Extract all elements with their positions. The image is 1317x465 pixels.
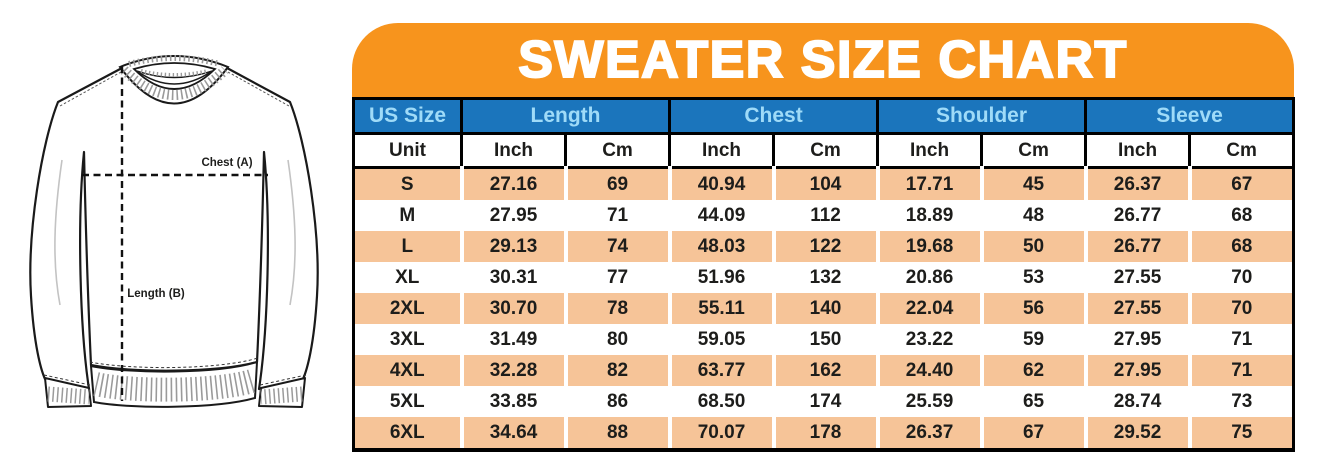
- cell-shoulder-inch: 24.40: [878, 355, 982, 386]
- cell-chest-cm: 112: [774, 200, 878, 231]
- cell-length-cm: 74: [566, 231, 670, 262]
- cell-sleeve-inch: 28.74: [1086, 386, 1190, 417]
- cell-shoulder-cm: 53: [982, 262, 1086, 293]
- cell-shoulder-inch: 26.37: [878, 417, 982, 450]
- size-row-4XL: [354, 355, 1294, 386]
- size-row-6XL: [354, 417, 1294, 450]
- size-row-3XL: [354, 324, 1294, 355]
- cell-shoulder-inch: 19.68: [878, 231, 982, 262]
- group-header-chest: Chest: [670, 99, 878, 134]
- cell-chest-cm: 104: [774, 168, 878, 201]
- group-header-shoulder: Shoulder: [878, 99, 1086, 134]
- cell-chest-inch: 48.03: [670, 231, 774, 262]
- cell-chest-inch: 51.96: [670, 262, 774, 293]
- cell-us-size: M: [354, 200, 462, 231]
- cell-sleeve-inch: 27.55: [1086, 293, 1190, 324]
- cell-chest-cm: 122: [774, 231, 878, 262]
- cell-length-cm: 82: [566, 355, 670, 386]
- cell-chest-inch: 68.50: [670, 386, 774, 417]
- size-row-L: [354, 231, 1294, 262]
- cell-shoulder-cm: 65: [982, 386, 1086, 417]
- group-header-row: [354, 99, 1294, 134]
- cell-shoulder-inch: 23.22: [878, 324, 982, 355]
- cell-sleeve-cm: 68: [1190, 231, 1294, 262]
- cell-chest-cm: 174: [774, 386, 878, 417]
- cell-shoulder-inch: 20.86: [878, 262, 982, 293]
- cell-us-size: 6XL: [354, 417, 462, 450]
- cell-chest-cm: 162: [774, 355, 878, 386]
- cell-shoulder-cm: 45: [982, 168, 1086, 201]
- size-row-2XL: [354, 293, 1294, 324]
- cell-chest-inch: 70.07: [670, 417, 774, 450]
- sweater-diagram: [0, 0, 360, 465]
- cell-shoulder-cm: 62: [982, 355, 1086, 386]
- cell-shoulder-inch: 22.04: [878, 293, 982, 324]
- cell-shoulder-cm: 67: [982, 417, 1086, 450]
- cell-us-size: 5XL: [354, 386, 462, 417]
- cell-sleeve-inch: 27.95: [1086, 324, 1190, 355]
- group-header-length: Length: [462, 99, 670, 134]
- cell-shoulder-cm: 48: [982, 200, 1086, 231]
- unit-label: Unit: [354, 134, 462, 168]
- cell-us-size: 3XL: [354, 324, 462, 355]
- cell-sleeve-inch: 29.52: [1086, 417, 1190, 450]
- cell-length-cm: 78: [566, 293, 670, 324]
- cell-length-inch: 32.28: [462, 355, 566, 386]
- cell-length-cm: 69: [566, 168, 670, 201]
- chest-inch-header: Inch: [670, 134, 774, 168]
- cell-length-cm: 88: [566, 417, 670, 450]
- page-title: SWEATER SIZE CHART: [518, 31, 1128, 89]
- cell-length-cm: 71: [566, 200, 670, 231]
- size-row-M: [354, 200, 1294, 231]
- size-chart-panel: [352, 23, 1294, 452]
- cell-chest-inch: 55.11: [670, 293, 774, 324]
- cell-us-size: L: [354, 231, 462, 262]
- cell-shoulder-inch: 17.71: [878, 168, 982, 201]
- cell-shoulder-inch: 18.89: [878, 200, 982, 231]
- cell-us-size: S: [354, 168, 462, 201]
- cell-length-inch: 33.85: [462, 386, 566, 417]
- cell-chest-inch: 63.77: [670, 355, 774, 386]
- size-row-S: [354, 168, 1294, 201]
- size-row-5XL: [354, 386, 1294, 417]
- sleeve-inch-header: Inch: [1086, 134, 1190, 168]
- cell-sleeve-cm: 71: [1190, 355, 1294, 386]
- cell-chest-inch: 44.09: [670, 200, 774, 231]
- cell-length-cm: 80: [566, 324, 670, 355]
- group-header-sleeve: Sleeve: [1086, 99, 1294, 134]
- cell-shoulder-cm: 50: [982, 231, 1086, 262]
- cell-sleeve-cm: 68: [1190, 200, 1294, 231]
- cell-shoulder-cm: 59: [982, 324, 1086, 355]
- size-chart-table: [352, 97, 1295, 452]
- cell-length-inch: 31.49: [462, 324, 566, 355]
- cell-sleeve-inch: 26.37: [1086, 168, 1190, 201]
- unit-header-row: [354, 134, 1294, 168]
- cell-sleeve-cm: 67: [1190, 168, 1294, 201]
- title-banner: [352, 23, 1294, 97]
- cell-shoulder-inch: 25.59: [878, 386, 982, 417]
- cell-length-cm: 86: [566, 386, 670, 417]
- chest-cm-header: Cm: [774, 134, 878, 168]
- cell-sleeve-inch: 27.95: [1086, 355, 1190, 386]
- shoulder-inch-header: Inch: [878, 134, 982, 168]
- cell-sleeve-inch: 27.55: [1086, 262, 1190, 293]
- cell-sleeve-inch: 26.77: [1086, 200, 1190, 231]
- shoulder-cm-header: Cm: [982, 134, 1086, 168]
- cell-length-inch: 34.64: [462, 417, 566, 450]
- cell-us-size: 2XL: [354, 293, 462, 324]
- cell-us-size: 4XL: [354, 355, 462, 386]
- cell-length-inch: 27.16: [462, 168, 566, 201]
- cell-length-cm: 77: [566, 262, 670, 293]
- cell-sleeve-cm: 73: [1190, 386, 1294, 417]
- cell-chest-cm: 150: [774, 324, 878, 355]
- cell-sleeve-cm: 71: [1190, 324, 1294, 355]
- cell-sleeve-inch: 26.77: [1086, 231, 1190, 262]
- cell-length-inch: 30.31: [462, 262, 566, 293]
- cell-length-inch: 30.70: [462, 293, 566, 324]
- length-cm-header: Cm: [566, 134, 670, 168]
- cell-chest-inch: 59.05: [670, 324, 774, 355]
- cell-length-inch: 27.95: [462, 200, 566, 231]
- cell-sleeve-cm: 70: [1190, 262, 1294, 293]
- cell-sleeve-cm: 75: [1190, 417, 1294, 450]
- chest-label: Chest (A): [201, 157, 253, 169]
- cell-shoulder-cm: 56: [982, 293, 1086, 324]
- cell-chest-cm: 178: [774, 417, 878, 450]
- group-header-us-size: US Size: [354, 99, 462, 134]
- sleeve-cm-header: Cm: [1190, 134, 1294, 168]
- cell-chest-inch: 40.94: [670, 168, 774, 201]
- cell-chest-cm: 132: [774, 262, 878, 293]
- length-label: Length (B): [127, 288, 185, 300]
- cell-chest-cm: 140: [774, 293, 878, 324]
- sweater-outline: [30, 68, 317, 389]
- cell-us-size: XL: [354, 262, 462, 293]
- length-inch-header: Inch: [462, 134, 566, 168]
- cell-sleeve-cm: 70: [1190, 293, 1294, 324]
- size-row-XL: [354, 262, 1294, 293]
- cell-length-inch: 29.13: [462, 231, 566, 262]
